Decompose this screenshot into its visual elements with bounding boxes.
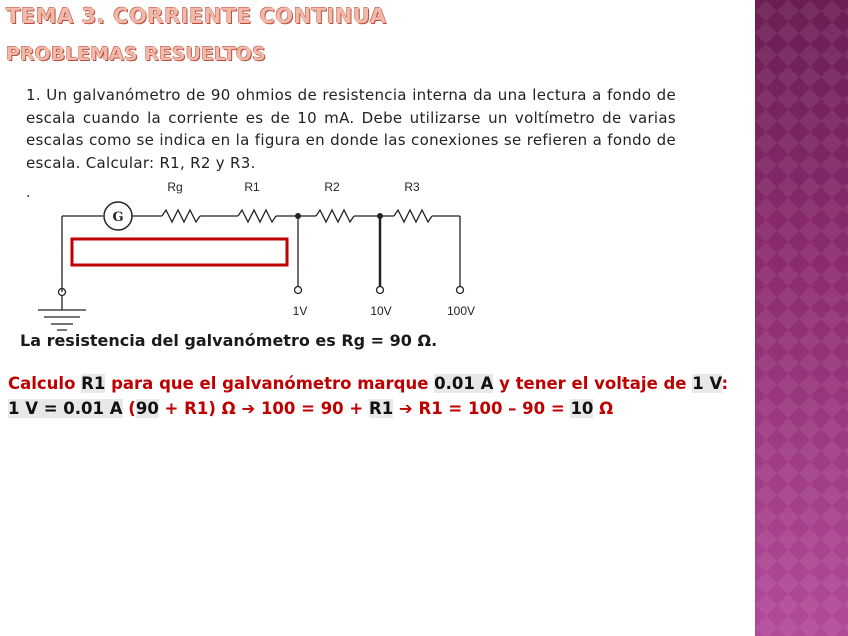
bullet-dot: . [26, 185, 31, 201]
slide-subtitle: PROBLEMAS RESUELTOS [6, 43, 266, 65]
highlight-box [72, 239, 287, 265]
ground-icon [38, 296, 86, 330]
calc-text: Calculo [8, 374, 82, 393]
galvanometer-symbol: G [112, 210, 124, 225]
calc-text: ( [122, 399, 136, 418]
resistor-r1 [238, 210, 276, 222]
calc-text: : [721, 374, 729, 393]
label-r1: R1 [244, 180, 260, 194]
calculation-text [8, 371, 730, 421]
resistor-rg [162, 210, 200, 222]
label-rg: Rg [167, 180, 183, 194]
calc-key-value: 90 [135, 399, 159, 418]
slide-title: TEMA 3. CORRIENTE CONTINUA [6, 4, 387, 28]
label-10v: 10V [370, 304, 392, 318]
resistor-r3 [394, 210, 432, 222]
terminal-10v [377, 287, 384, 294]
calc-text: Ω [593, 399, 614, 418]
calc-text: + R1) Ω ➔ 100 = 90 + [158, 399, 369, 418]
calc-key-value: 1 V [692, 374, 722, 393]
label-100v: 100V [446, 304, 476, 318]
terminal-1v [295, 287, 302, 294]
calc-key-value: 0.01 A [434, 374, 494, 393]
calc-key-value: 10 [570, 399, 594, 418]
calc-text: ➔ R1 = 100 – 90 = [393, 399, 571, 418]
node-dot-r1r2 [295, 213, 301, 219]
calc-text: para que el galvanómetro marque [105, 374, 435, 393]
label-r3: R3 [404, 180, 420, 194]
resistor-r2 [316, 210, 354, 222]
circuit-diagram [0, 175, 500, 335]
diamond-pattern [755, 0, 848, 636]
terminal-100v [457, 287, 464, 294]
calc-text: y tener el voltaje de [493, 374, 693, 393]
calc-key-value: R1 [368, 399, 394, 418]
node-dot-r2r3 [377, 213, 383, 219]
rg-statement: La resistencia del galvanómetro es Rg = 90 Ω. [20, 331, 438, 350]
label-r2: R2 [324, 180, 340, 194]
decorative-side-panel [755, 0, 848, 636]
calc-key-value: R1 [81, 374, 106, 393]
calc-key-value: 1 V = 0.01 A [8, 399, 123, 418]
problem-statement: 1. Un galvanómetro de 90 ohmios de resistencia interna da una lectura a fondo de escala cuando la corriente es de 10 mA. Debe utilizarse un voltímetro de varias escalas como se indica en la figura en donde las conexiones se refieren a fondo de escala. Calcular: R1, R2 y R3. [26, 86, 676, 172]
label-1v: 1V [292, 304, 308, 318]
